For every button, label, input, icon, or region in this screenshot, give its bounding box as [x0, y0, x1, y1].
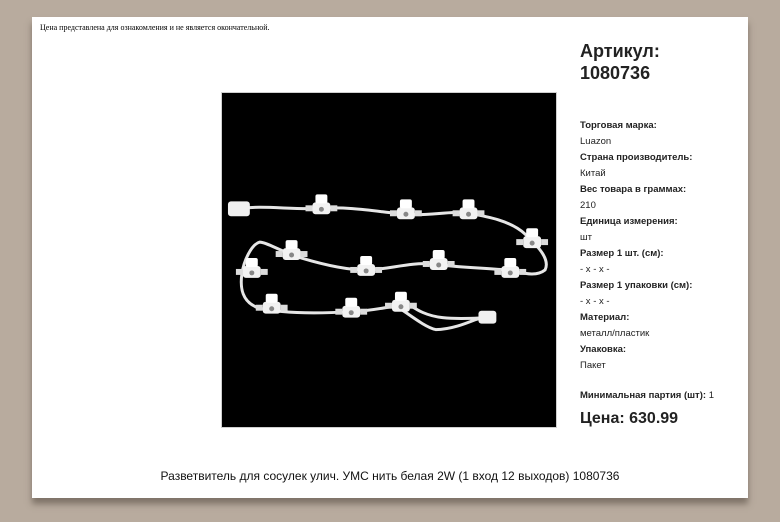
socket-connector — [350, 256, 382, 276]
socket-connector — [390, 199, 422, 219]
prop-packaging-value: Пакет — [580, 360, 606, 371]
socket-connector — [236, 258, 268, 278]
prop-unit-label: Единица измерения: — [580, 216, 678, 227]
prop-material-value: металл/пластик — [580, 328, 650, 339]
prop-packaging-label: Упаковка: — [580, 344, 627, 355]
price-disclaimer: Цена представлена для ознакомления и не является окончательной. — [40, 23, 270, 32]
prop-unit-value: шт — [580, 232, 592, 243]
price — [580, 410, 740, 428]
prop-weight-value: 210 — [580, 200, 596, 211]
prop-country-label: Страна производитель: — [580, 152, 693, 163]
socket-connector — [306, 194, 338, 214]
socket-connector — [385, 292, 417, 312]
prop-brand-label: Торговая марка: — [580, 120, 657, 131]
properties-list — [580, 118, 740, 374]
min-batch-value: 1 — [708, 390, 714, 401]
product-title: Разветвитель для сосулек улич. УМС нить белая 2W (1 вход 12 выходов) 1080736 — [160, 469, 620, 483]
prop-pack-size-label: Размер 1 упаковки (см): — [580, 280, 693, 291]
input-plug-body — [228, 201, 250, 216]
price-label: Цена: — [580, 410, 625, 427]
prop-weight-label: Вес товара в граммах: — [580, 184, 687, 195]
price-value: 630.99 — [629, 410, 679, 427]
output-plug-body — [478, 311, 496, 324]
garland-splitter-image — [222, 93, 556, 427]
article-number: 1080736 — [580, 63, 651, 83]
article-label: Артикул: — [580, 41, 660, 61]
product-details — [580, 40, 740, 428]
prop-brand-value: Luazon — [580, 136, 612, 147]
connectors-group — [236, 194, 548, 317]
prop-size-label: Размер 1 шт. (см): — [580, 248, 664, 259]
product-photo — [221, 92, 557, 428]
prop-material-label: Материал: — [580, 312, 630, 323]
min-batch-label: Минимальная партия (шт): — [580, 390, 707, 401]
prop-size-value: - х - х - — [580, 264, 610, 275]
min-batch — [580, 388, 740, 404]
socket-connector — [453, 199, 485, 219]
prop-country-value: Китай — [580, 168, 606, 179]
socket-connector — [494, 258, 526, 278]
cable-path — [236, 207, 546, 329]
product-sheet — [32, 17, 748, 498]
prop-pack-size-value: - х - х - — [580, 296, 610, 307]
socket-connector — [335, 298, 367, 318]
